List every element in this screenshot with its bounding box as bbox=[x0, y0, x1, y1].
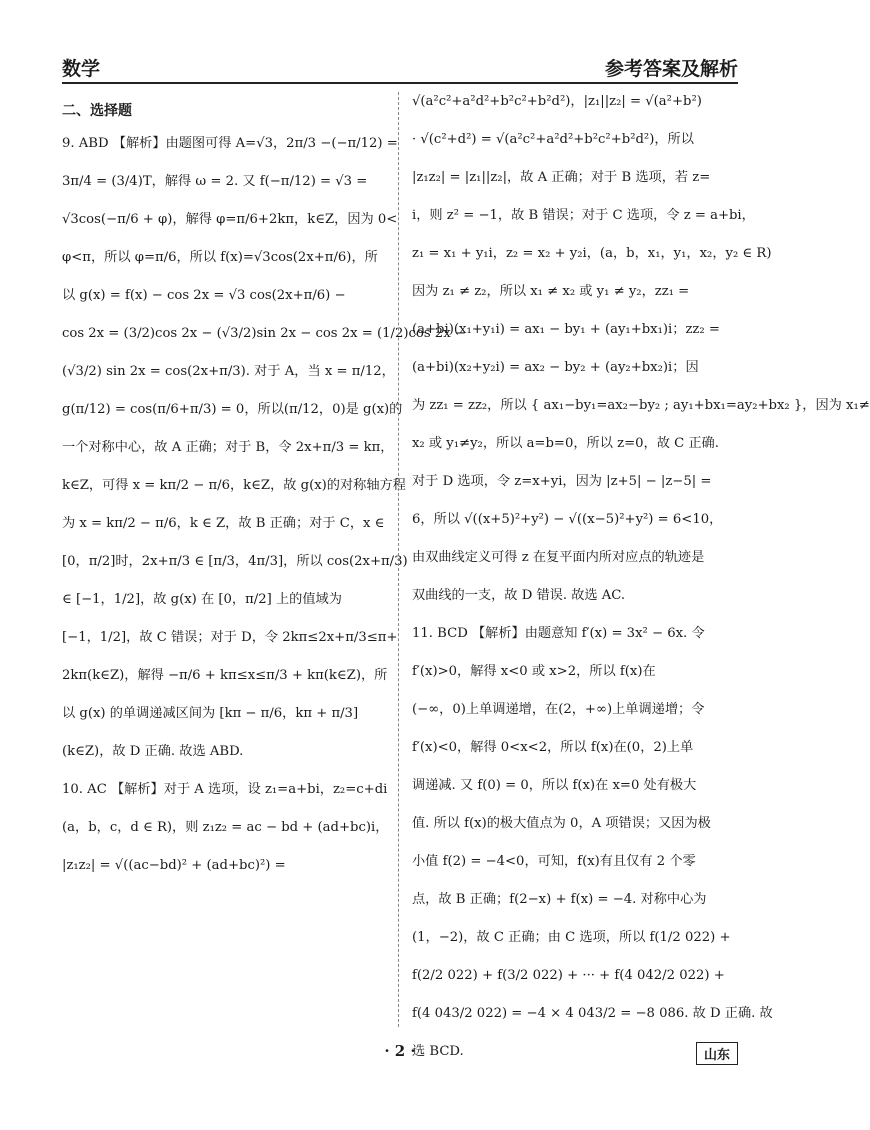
text-line: 9. ABD 【解析】由题图可得 A=√3，2π/3 −(−π/12) = bbox=[62, 136, 398, 151]
text-line: 由双曲线定义可得 z 在复平面内所对应点的轨迹是 bbox=[412, 550, 705, 565]
text-line: (a+bi)(x₁+y₁i) = ax₁ − by₁ + (ay₁+bx₁)i；zz₂ = bbox=[412, 322, 720, 337]
text-line: f′(x)<0，解得 0<x<2，所以 f(x)在(0，2)上单 bbox=[412, 740, 694, 755]
text-line: ∈ [−1，1/2]，故 g(x) 在 [0，π/2] 上的值域为 bbox=[62, 592, 342, 607]
text-line: 11. BCD 【解析】由题意知 f′(x) = 3x² − 6x. 令 bbox=[412, 626, 705, 641]
text-line: 3π/4 = (3/4)T，解得 ω = 2. 又 f(−π/12) = √3 = bbox=[62, 174, 368, 189]
text-line: 调递减. 又 f(0) = 0，所以 f(x)在 x=0 处有极大 bbox=[412, 778, 697, 793]
text-line: 一个对称中心，故 A 正确；对于 B，令 2x+π/3 = kπ， bbox=[62, 440, 394, 455]
text-line: [0，π/2]时，2x+π/3 ∈ [π/3，4π/3]，所以 cos(2x+π/3) bbox=[62, 554, 408, 569]
text-line: 以 g(x) 的单调递减区间为 [kπ − π/6，kπ + π/3] bbox=[62, 706, 359, 721]
text-line: (√3/2) sin 2x = cos(2x+π/3). 对于 A，当 x = π/12， bbox=[62, 364, 395, 379]
text-line: x₂ 或 y₁≠y₂，所以 a=b=0，所以 z=0，故 C 正确. bbox=[412, 436, 719, 451]
text-line: 以 g(x) = f(x) − cos 2x = √3 cos(2x+π/6) − bbox=[62, 288, 346, 303]
text-line: 因为 z₁ ≠ z₂，所以 x₁ ≠ x₂ 或 y₁ ≠ y₂，zz₁ = bbox=[412, 284, 690, 299]
text-line: cos 2x = (3/2)cos 2x − (√3/2)sin 2x − cos 2x = (1/2)cos 2x − bbox=[62, 326, 466, 341]
text-line: (k∈Z)，故 D 正确. 故选 ABD. bbox=[62, 744, 244, 759]
text-line: 点，故 B 正确；f(2−x) + f(x) = −4. 对称中心为 bbox=[412, 892, 707, 907]
text-line: 值. 所以 f(x)的极大值点为 0，A 项错误；又因为极 bbox=[412, 816, 711, 831]
text-line: g(π/12) = cos(π/6+π/3) = 0，所以(π/12，0)是 g(x)的 bbox=[62, 402, 403, 417]
column-divider bbox=[398, 92, 399, 1027]
page-header bbox=[62, 48, 738, 84]
region-label: 山东 bbox=[696, 1042, 738, 1065]
text-line: f′(x)>0，解得 x<0 或 x>2，所以 f(x)在 bbox=[412, 664, 656, 679]
text-line: (1，−2)，故 C 正确；由 C 选项，所以 f(1/2 022) + bbox=[412, 930, 731, 945]
text-line: (−∞，0)上单调递增，在(2，+∞)上单调递增；令 bbox=[412, 702, 705, 717]
text-line: √3cos(−π/6 + φ)，解得 φ=π/6+2kπ，k∈Z，因为 0< bbox=[62, 212, 398, 227]
text-line: z₁ = x₁ + y₁i，z₂ = x₂ + y₂i，(a，b，x₁，y₁，x₂，y₂ ∈ R) bbox=[412, 246, 772, 261]
section-title: 二、选择题 bbox=[62, 103, 132, 119]
text-line: |z₁z₂| = √((ac−bd)² + (ad+bc)²) = bbox=[62, 858, 286, 873]
text-line: φ<π，所以 φ=π/6，所以 f(x)=√3cos(2x+π/6)，所 bbox=[62, 250, 378, 265]
right-column bbox=[412, 92, 870, 1062]
text-line: 双曲线的一支，故 D 错误. 故选 AC. bbox=[412, 588, 626, 603]
text-line: · √(c²+d²) = √(a²c²+a²d²+b²c²+b²d²)，所以 bbox=[412, 132, 694, 147]
document-title: 参考答案及解析 bbox=[604, 58, 738, 80]
text-line: f(2/2 022) + f(3/2 022) + ··· + f(4 042/2 022) + bbox=[412, 968, 725, 983]
text-line: 为 zz₁ = zz₂，所以 { ax₁−by₁=ax₂−by₂ ; ay₁+bx₁=ay₂+bx₂ }，因为 x₁≠ bbox=[412, 398, 870, 413]
text-line: k∈Z，可得 x = kπ/2 − π/6，k∈Z，故 g(x)的对称轴方程 bbox=[62, 478, 406, 493]
subject-label: 数学 bbox=[62, 58, 101, 80]
text-line: 为 x = kπ/2 − π/6，k ∈ Z，故 B 正确；对于 C，x ∈ bbox=[62, 516, 385, 531]
text-line: [−1，1/2]，故 C 错误；对于 D，令 2kπ≤2x+π/3≤π+ bbox=[62, 630, 398, 645]
text-line: 对于 D 选项，令 z=x+yi，因为 |z+5| − |z−5| = bbox=[412, 474, 712, 489]
text-line: |z₁z₂| = |z₁||z₂|，故 A 正确；对于 B 选项，若 z= bbox=[412, 170, 711, 185]
text-line: f(4 043/2 022) = −4 × 4 043/2 = −8 086. 故 D 正确. 故 bbox=[412, 1006, 773, 1021]
text-line: 选 BCD. bbox=[412, 1044, 464, 1059]
text-line: 小值 f(2) = −4<0，可知，f(x)有且仅有 2 个零 bbox=[412, 854, 696, 869]
page-number: · 2 · bbox=[384, 1042, 416, 1060]
text-line: (a+bi)(x₂+y₂i) = ax₂ − by₂ + (ay₂+bx₂)i；因 bbox=[412, 360, 699, 375]
text-line: 10. AC 【解析】对于 A 选项，设 z₁=a+bi，z₂=c+di bbox=[62, 782, 388, 797]
text-line: i，则 z² = −1，故 B 错误；对于 C 选项，令 z = a+bi， bbox=[412, 208, 755, 223]
text-line: √(a²c²+a²d²+b²c²+b²d²)，|z₁||z₂| = √(a²+b²) bbox=[412, 94, 702, 109]
text-line: (a，b，c，d ∈ R)，则 z₁z₂ = ac − bd + (ad+bc)i， bbox=[62, 820, 389, 835]
text-line: 2kπ(k∈Z)，解得 −π/6 + kπ≤x≤π/3 + kπ(k∈Z)，所 bbox=[62, 668, 388, 683]
left-column bbox=[62, 92, 466, 876]
text-line: 6，所以 √((x+5)²+y²) − √((x−5)²+y²) = 6<10， bbox=[412, 512, 723, 527]
